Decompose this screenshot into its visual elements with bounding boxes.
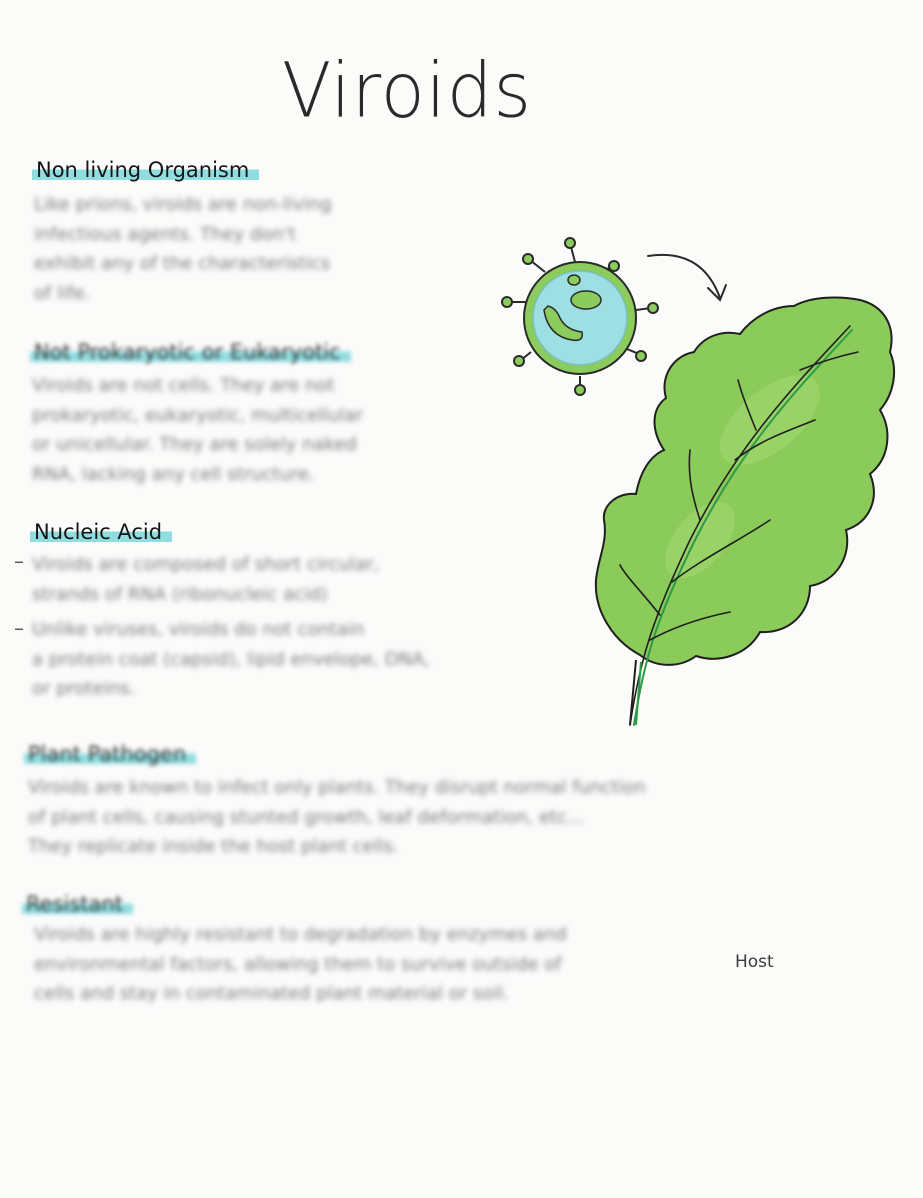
- section-item-nucleic-acid-1: Viroids are composed of short circular, strands of RNA (ribonucleic acid): [32, 554, 380, 605]
- section-heading-plant-pathogen: Plant Pathogen: [24, 742, 196, 766]
- curved-arrow: [648, 255, 726, 300]
- section-heading-resistant: Resistant: [22, 892, 133, 916]
- section-body-plant-pathogen: Viroids are known to infect only plants. They disrupt normal function of plant cells, causing stunted growth, leaf deformation, etc... They replicate inside the host plant cells.: [28, 777, 646, 857]
- section-item-nucleic-acid-2: Unlike viruses, viroids do not contain a protein coat (capsid), lipid envelope, DNA, or proteins.: [32, 619, 430, 699]
- section-body-not-prokaryotic: Viroids are not cells. They are not prokaryotic, eukaryotic, multicellular or unicellular. They are solely naked RNA, lacking any cell structure.: [32, 375, 363, 485]
- virus-illustration: [502, 238, 658, 395]
- section-heading-not-prokaryotic: Not Prokaryotic or Eukaryotic: [30, 340, 351, 364]
- page-title: Viroids: [282, 45, 532, 135]
- bullet-dash: –: [14, 616, 24, 640]
- section-heading-nucleic-acid: Nucleic Acid: [30, 520, 172, 544]
- section-heading-non-living: Non living Organism: [32, 158, 259, 182]
- handwritten-insert-host: Host: [735, 952, 774, 972]
- bullet-dash: –: [14, 549, 24, 573]
- section-body-non-living: Like prions, viroids are non-living infectious agents. They don't exhibit any of the characteristics of life.: [34, 194, 332, 304]
- section-body-resistant: Viroids are highly resistant to degradation by enzymes and environmental factors, allowing them to survive outside of cells and stay in contaminated plant material or soil.: [34, 924, 567, 1004]
